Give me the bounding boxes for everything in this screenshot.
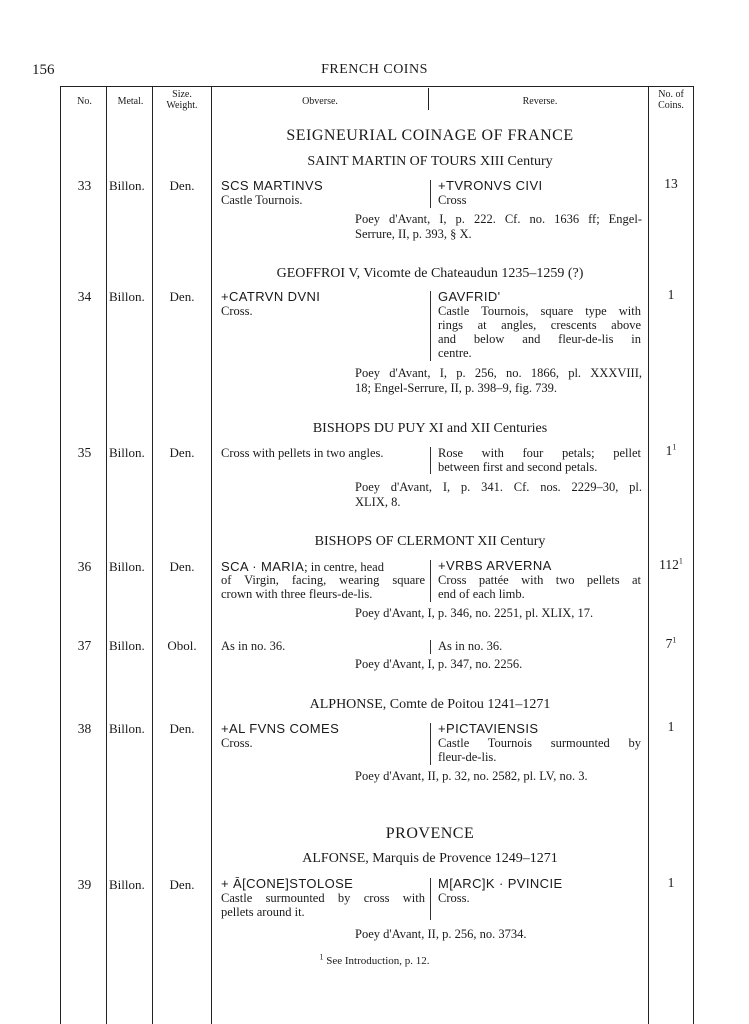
- reverse-legend: +TVRONVS CIVI: [438, 178, 543, 193]
- entry-size: Den.: [169, 289, 195, 304]
- entry-metal: Billon.: [109, 559, 145, 574]
- obverse-reverse-divider: [430, 291, 431, 361]
- reference-line: Poey d'Avant, I, p. 222. Cf. no. 1636 ff; Engel-: [355, 212, 642, 226]
- reverse-description: and below and fleur-de-lis in: [438, 332, 641, 346]
- entry-coin-count: $112^1$: [659, 556, 683, 572]
- obverse-description: Cross.: [221, 736, 253, 750]
- reference-line: Poey d'Avant, II, p. 256, no. 3734.: [355, 927, 527, 941]
- page-number: 156: [32, 62, 55, 78]
- entry-coin-count: 1: [667, 875, 675, 890]
- reverse-description: Cross: [438, 193, 467, 207]
- entry-coin-count: $7^1$: [665, 635, 677, 651]
- section-heading-geoffroi: GEOFFROI V, Vicomte de Chateaudun 1235–1259 (?): [276, 266, 584, 281]
- obverse-reverse-divider: [430, 447, 431, 474]
- entry-size: Den.: [169, 721, 195, 736]
- entry-size: Den.: [169, 445, 195, 460]
- column-rule-size: [211, 86, 212, 1024]
- obverse-description: ; in centre, head: [304, 560, 384, 574]
- obverse-description: Cross.: [221, 304, 253, 318]
- obverse-description: Castle surmounted by cross with: [221, 891, 425, 905]
- reference-line: 18; Engel-Serrure, II, p. 398–9, fig. 739.: [355, 381, 558, 395]
- reverse-description: end of each limb.: [438, 587, 525, 601]
- obverse-description: As in no. 36.: [221, 639, 286, 653]
- reference-line: Poey d'Avant, I, p. 346, no. 2251, pl. XLIX, 17.: [355, 606, 594, 620]
- entry-number: 34: [77, 289, 92, 304]
- column-rule-metal: [152, 86, 153, 1024]
- obverse-description: Castle Tournois.: [221, 193, 303, 207]
- col-header-metal: Metal.: [117, 96, 144, 107]
- col-header-size-weight: Size. Weight.: [166, 89, 198, 111]
- section-heading-st-martin: SAINT MARTIN OF TOURS XIII Century: [307, 154, 553, 169]
- footnote: [0, 952, 749, 967]
- entry-metal: Billon.: [109, 638, 145, 653]
- obverse-legend: +AL FVNS COMES: [221, 721, 340, 736]
- section-heading-alfonse: ALFONSE, Marquis de Provence 1249–1271: [302, 851, 558, 866]
- footnote-marker: 1: [672, 442, 677, 452]
- entry-number: 38: [77, 721, 92, 736]
- column-rule-left: [60, 86, 61, 1024]
- reverse-description: rings at angles, crescents above: [438, 318, 641, 332]
- entry-number: 39: [77, 877, 92, 892]
- footnote-marker: 1: [319, 952, 324, 962]
- header-top-rule: [60, 86, 694, 87]
- footnote-marker: 1: [678, 556, 683, 566]
- entry-metal: Billon.: [109, 445, 145, 460]
- entry-coin-count: 1: [667, 287, 675, 302]
- section-heading-alphonse: ALPHONSE, Comte de Poitou 1241–1271: [309, 697, 551, 712]
- entry-size: Den.: [169, 559, 195, 574]
- obverse-reverse-divider: [430, 560, 431, 602]
- footnote-marker: 1: [672, 635, 677, 645]
- entry-metal: Billon.: [109, 289, 145, 304]
- col-header-no: No.: [77, 96, 92, 107]
- section-title-provence: PROVENCE: [385, 825, 475, 842]
- reference-line: Poey d'Avant, I, p. 341. Cf. nos. 2229–30, pl.: [355, 480, 642, 494]
- entry-number: 36: [77, 559, 92, 574]
- reverse-description: fleur-de-lis.: [438, 750, 497, 764]
- reverse-legend: M[ARC]K · PVINCIE: [438, 876, 563, 891]
- col-header-obverse: Obverse.: [302, 96, 338, 107]
- reverse-description: As in no. 36.: [438, 639, 503, 653]
- obverse-description: Cross with pellets in two angles.: [221, 446, 384, 460]
- reverse-description: Rose with four petals; pellet: [438, 446, 641, 460]
- reverse-description: Castle Tournois surmounted by: [438, 736, 641, 750]
- reverse-description: Cross.: [438, 891, 470, 905]
- entry-metal: Billon.: [109, 877, 145, 892]
- obverse-reverse-divider: [430, 180, 431, 208]
- reference-line: Poey d'Avant, I, p. 347, no. 2256.: [355, 657, 523, 671]
- obverse-reverse-divider: [430, 723, 431, 765]
- running-title: FRENCH COINS: [321, 62, 428, 77]
- obverse-legend: + Ā[CONE]STOLOSE: [221, 876, 354, 891]
- entry-coin-count: $1^1$: [665, 442, 677, 458]
- obverse-legend: SCS MARTINVS: [221, 178, 324, 193]
- entry-coin-count: 1: [667, 719, 675, 734]
- reverse-description: centre.: [438, 346, 472, 360]
- entry-size: Den.: [169, 178, 195, 193]
- obverse-legend: +CATRVN DVNI: [221, 289, 321, 304]
- entry-size: Obol.: [167, 638, 197, 653]
- column-rule-obverse-header: [428, 88, 429, 110]
- entry-metal: Billon.: [109, 721, 145, 736]
- obverse-reverse-divider: [430, 640, 431, 654]
- entry-coin-count: 13: [664, 176, 678, 191]
- reference-line: XLIX, 8.: [355, 495, 401, 509]
- reverse-description: Cross pattée with two pellets at: [438, 573, 641, 587]
- reverse-legend: GAVFRID': [438, 289, 501, 304]
- reference-line: Poey d'Avant, II, p. 32, no. 2582, pl. LV, no. 3.: [355, 769, 588, 783]
- entry-size: Den.: [169, 877, 195, 892]
- entry-metal: Billon.: [109, 178, 145, 193]
- section-heading-du-puy: BISHOPS DU PUY XI and XII Centuries: [312, 421, 548, 436]
- entry-number: 33: [77, 178, 92, 193]
- entry-number: 37: [77, 638, 92, 653]
- obverse-description: pellets around it.: [221, 905, 305, 919]
- footnote-text: See Introduction, p. 12.: [326, 955, 430, 967]
- col-header-no-coins: No. of Coins.: [658, 89, 684, 111]
- entry-number: 35: [77, 445, 92, 460]
- column-rule-right: [693, 86, 694, 1024]
- reverse-legend: +PICTAVIENSIS: [438, 721, 539, 736]
- obverse-description: crown with three fleurs-de-lis.: [221, 587, 373, 601]
- reference-line: Serrure, II, p. 393, § X.: [355, 227, 472, 241]
- reference-line: Poey d'Avant, I, p. 256, no. 1866, pl. XXXVIII,: [355, 366, 642, 380]
- reverse-legend: +VRBS ARVERNA: [438, 558, 552, 573]
- section-heading-clermont: BISHOPS OF CLERMONT XII Century: [314, 534, 546, 549]
- obverse-description: of Virgin, facing, wearing square: [221, 573, 425, 587]
- reverse-description: Castle Tournois, square type with: [438, 304, 641, 318]
- obverse-reverse-divider: [430, 878, 431, 920]
- reverse-description: between first and second petals.: [438, 460, 598, 474]
- col-header-reverse: Reverse.: [522, 96, 558, 107]
- section-title-seigneurial: SEIGNEURIAL COINAGE OF FRANCE: [286, 127, 574, 144]
- obverse-legend: SCA · MARIA: [221, 559, 305, 574]
